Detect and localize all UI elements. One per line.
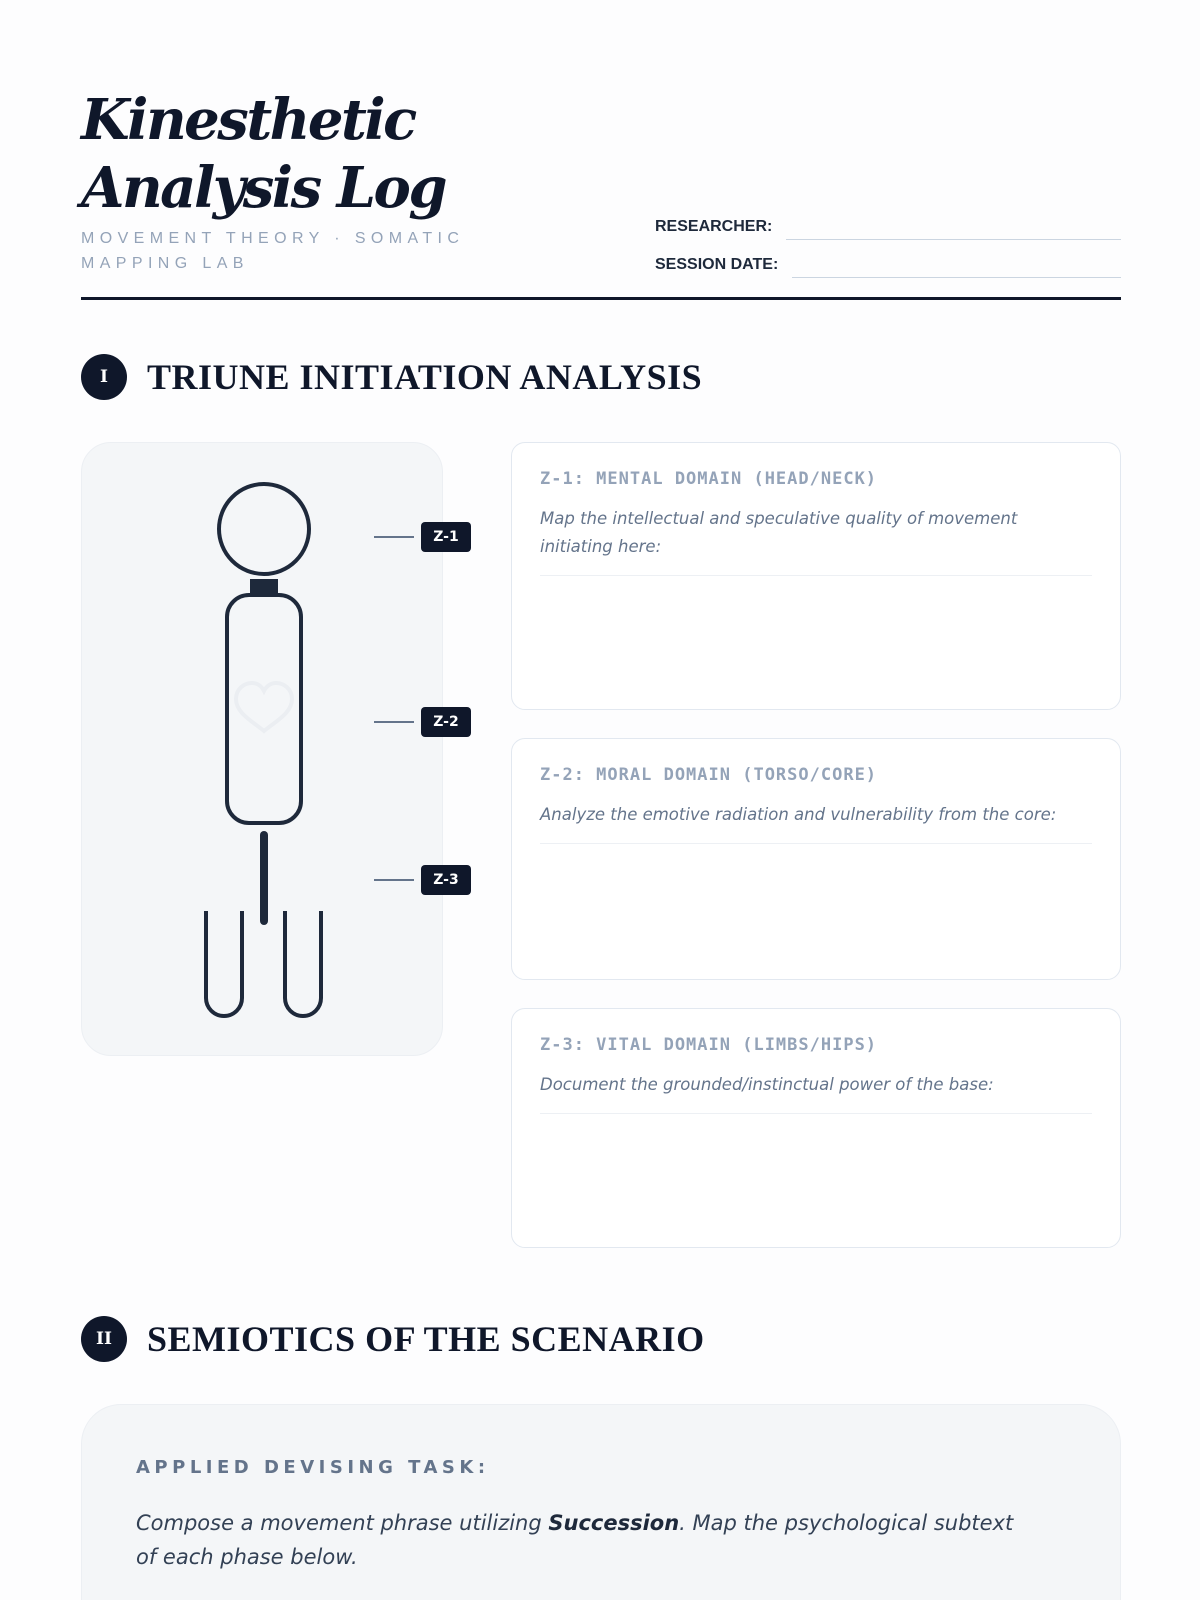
researcher-field[interactable] [786, 216, 1121, 240]
session-date-field[interactable] [792, 254, 1121, 278]
task-text-before: Compose a movement phrase utilizing [136, 1511, 549, 1535]
zone-response-area[interactable] [540, 576, 1092, 696]
section-2-number: II [81, 1316, 127, 1362]
zone-card-z2 [511, 738, 1121, 980]
title-line-2: Analysis Log [81, 155, 445, 221]
page-title [81, 86, 501, 222]
z3-tag: Z-3 [421, 865, 471, 895]
researcher-label: RESEARCHER: [655, 218, 773, 235]
session-date-label: SESSION DATE: [655, 256, 779, 273]
z1-connector [374, 536, 414, 538]
task-label: APPLIED DEVISING TASK: [136, 1457, 490, 1478]
page-subtitle: MOVEMENT THEORY · SOMATIC MAPPING LAB [81, 230, 465, 272]
section-2-heading [81, 1316, 705, 1362]
z1-tag: Z-1 [421, 522, 471, 552]
devising-task-panel [81, 1404, 1121, 1600]
section-1-heading [81, 354, 702, 400]
body-figure-panel [81, 442, 459, 1056]
zone-response-area[interactable] [540, 844, 1092, 964]
title-block [81, 86, 501, 276]
zone-card-prompt: Document the grounded/instinctual power of the base: [540, 1071, 1092, 1114]
z2-tag: Z-2 [421, 707, 471, 737]
task-text [136, 1506, 1036, 1574]
section-2-title: SEMIOTICS OF THE SCENARIO [147, 1319, 705, 1359]
title-line-1: Kinesthetic [81, 87, 415, 153]
z2-connector [374, 721, 414, 723]
zone-card-prompt: Map the intellectual and speculative quality of movement initiating here: [540, 505, 1092, 576]
session-date-row [655, 240, 1121, 278]
task-text-after: . Map the psychological subtext of each phase below. [136, 1511, 1014, 1569]
zone-card-z3 [511, 1008, 1121, 1248]
legs-icon [206, 911, 321, 1016]
zone-card-z1 [511, 442, 1121, 710]
z3-connector [374, 879, 414, 881]
task-text-keyword: Succession [548, 1511, 680, 1535]
zone-response-area[interactable] [540, 1114, 1092, 1234]
zone-card-title: Z-1: MENTAL DOMAIN (HEAD/NECK) [540, 469, 878, 489]
zone-card-title: Z-2: MORAL DOMAIN (TORSO/CORE) [540, 765, 878, 785]
researcher-row [655, 202, 1121, 240]
section-1-title: TRIUNE INITIATION ANALYSIS [147, 357, 703, 397]
session-meta [655, 202, 1121, 278]
heart-icon [236, 683, 292, 731]
zone-card-prompt: Analyze the emotive radiation and vulnerability from the core: [540, 801, 1092, 844]
zone-card-title: Z-3: VITAL DOMAIN (LIMBS/HIPS) [540, 1035, 878, 1055]
head-icon [219, 484, 309, 574]
log-header [81, 86, 1121, 300]
section-1-number: I [81, 354, 127, 400]
